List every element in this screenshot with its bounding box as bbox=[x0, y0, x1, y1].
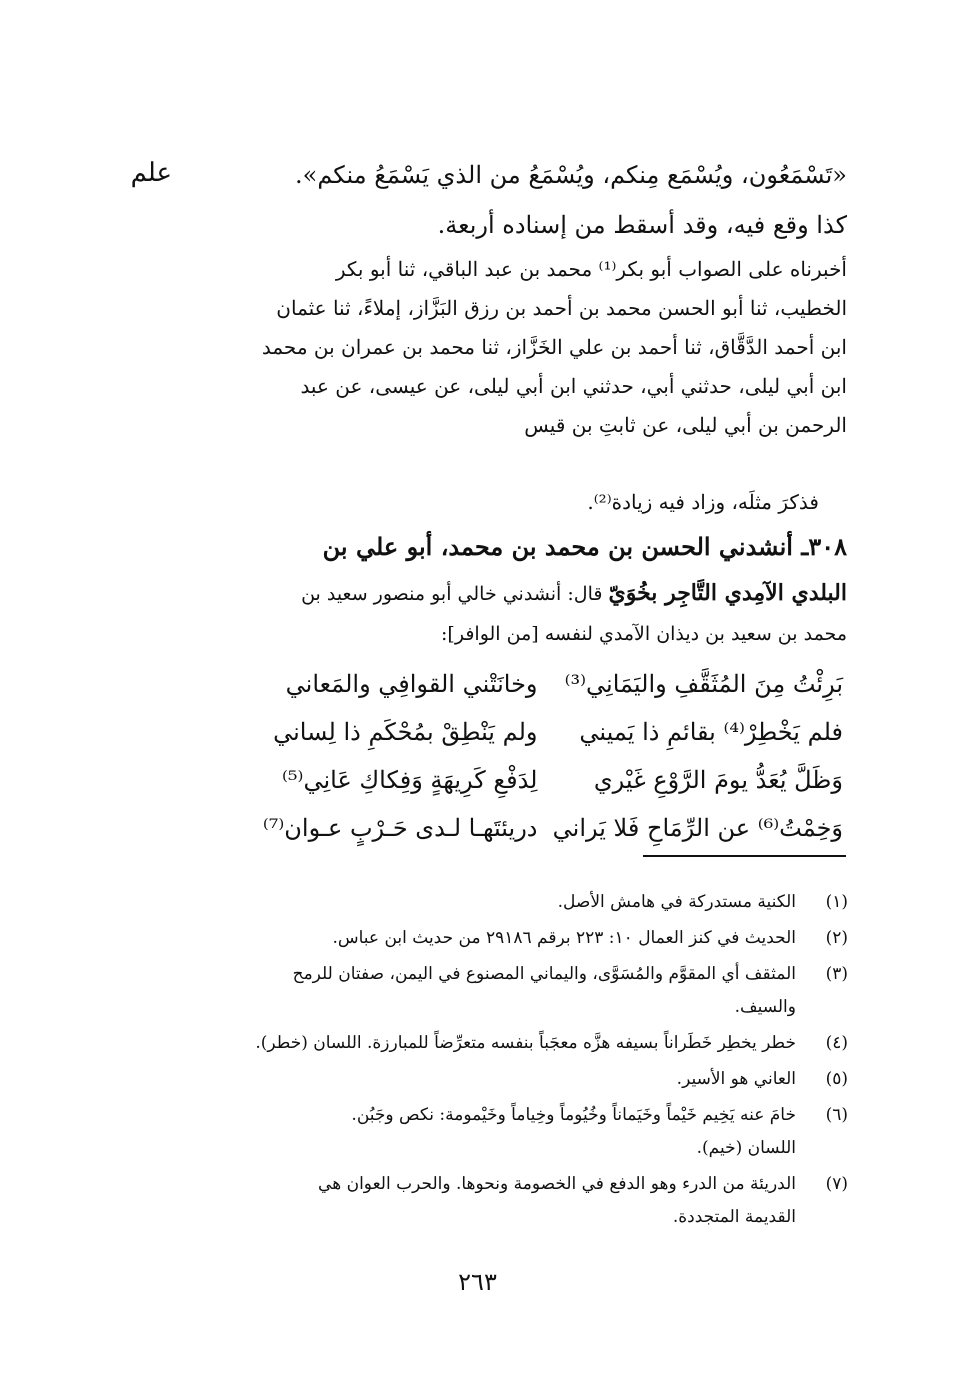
entry-heading-text: قال: أنشدني خالي أبو منصور سعيد بن bbox=[301, 583, 609, 605]
isnad-line: ابن أبي ليلى، حدثني أبي، حدثني ابن أبي ليلى، عن عيسى، عن عبد bbox=[300, 374, 847, 398]
footnote-line: العاني هو الأسير. bbox=[676, 1069, 796, 1089]
footnote bbox=[228, 1168, 848, 1234]
isnad-paragraph bbox=[232, 250, 847, 445]
footnote-separator bbox=[643, 855, 846, 857]
footnote-number: (٤) bbox=[825, 1033, 848, 1053]
footnote-line: الدريئة من الدرء وهو الدفع في الخصومة ونحوها. والحرب العوان هي bbox=[318, 1174, 796, 1194]
intro-line: «تَسْمَعُون، ويُسْمَع مِنكم، ويُسْمَعُ من الذي يَسْمَعُ منكم». bbox=[295, 161, 847, 189]
poem-verse bbox=[232, 708, 847, 756]
footnote-line: المثقف أي المقوَّم والمُسَوَّى، واليماني المصنوع في اليمن، صفتان للرمح bbox=[292, 964, 796, 984]
intro-paragraph bbox=[232, 150, 847, 250]
footnote-line: والسيف. bbox=[734, 997, 796, 1017]
entry-heading-line: ٣٠٨ـ أنشدني الحسن بن محمد بن محمد، أبو علي بن bbox=[322, 532, 847, 561]
poem bbox=[232, 660, 847, 852]
footnote-line: خطر يخطِر خَطَراناً بسيفه هزَّه معجَباً بنفسه متعرِّضاً للمبارزة. اللسان (خطر). bbox=[255, 1033, 796, 1053]
poem-hemistich-second: لِدَفْعِ كَرِيهَةٍ وَفِكاكِ عَانِي⁽⁵⁾ bbox=[282, 766, 538, 794]
footnote bbox=[228, 1063, 848, 1096]
poem-hemistich-first: وَظَلَّ يُعَدُّ يومَ الرَّوْعِ غَيْري bbox=[593, 766, 843, 794]
entry-heading bbox=[232, 524, 847, 652]
intro-line: كذا وقع فيه، وقد أسقط من إسناده أربعة. bbox=[437, 211, 847, 239]
entry-heading-line bbox=[232, 570, 847, 616]
margin-note: علم bbox=[130, 158, 172, 188]
closing-line: فذكرَ مثلَه، وزاد فيه زيادة⁽²⁾. bbox=[587, 490, 819, 514]
poem-hemistich-first: فلم يَخْطِرْ⁽⁴⁾ بقائمِ ذا يَميني bbox=[579, 718, 843, 746]
footnote-number: (٦) bbox=[825, 1105, 848, 1125]
footnote-text bbox=[228, 1027, 796, 1060]
poem-verse bbox=[232, 804, 847, 852]
footnote bbox=[228, 958, 848, 1024]
footnote-number: (١) bbox=[825, 892, 848, 912]
footnote-line: الحديث في كنز العمال ١٠: ٢٢٣ برقم ٢٩١٨٦ من حديث ابن عباس. bbox=[332, 928, 796, 948]
footnote-text bbox=[228, 1168, 796, 1234]
isnad-line: ابن أحمد الدَّقَّاق، ثنا أحمد بن علي الخَزَّاز، ثنا محمد بن عمران بن محمد bbox=[261, 335, 847, 359]
entry-heading-line: محمد بن سعيد بن ديذان الآمدي لنفسه [من الوافر]: bbox=[441, 623, 847, 645]
footnote-line: خامَ عنه يَخِيم خَيْماً وخَيَماناً وخُيُوماً وخِياماً وخَيْمومة: نكص وجَبُن. bbox=[351, 1105, 796, 1125]
poem-verse bbox=[232, 756, 847, 804]
isnad-line: أخبرناه على الصواب أبو بكر⁽¹⁾ محمد بن عبد الباقي، ثنا أبو بكر bbox=[335, 257, 847, 281]
poem-verse bbox=[232, 660, 847, 708]
poem-hemistich-second: دريئتَهـا لـدى حَـرْبٍ عـوان⁽⁷⁾ bbox=[262, 814, 538, 842]
footnote bbox=[228, 1099, 848, 1165]
footnote-line: الكنية مستدركة في هامش الأصل. bbox=[557, 892, 796, 912]
footnote bbox=[228, 1027, 848, 1060]
footnote-line: اللسان (خيم). bbox=[696, 1138, 796, 1158]
entry-heading-name: البلدي الآمِدي التَّاجِر بخُوَيّ bbox=[608, 580, 847, 606]
poem-hemistich-second: ولم يَنْطِقْ بمُحْكَمِ ذا لِساني bbox=[273, 718, 538, 746]
footnote-number: (٥) bbox=[825, 1069, 848, 1089]
isnad-line: الخطيب، ثنا أبو الحسن محمد بن أحمد بن رزق البَزَّاز، إملاءً، ثنا عثمان bbox=[276, 296, 847, 320]
footnote-number: (٣) bbox=[825, 964, 848, 984]
footnote-text bbox=[228, 886, 796, 919]
isnad-line: الرحمن بن أبي ليلى، عن ثابتِ بن قيس bbox=[524, 413, 847, 437]
footnote bbox=[228, 886, 848, 919]
poem-hemistich-first: بَرِئْتُ مِنَ المُثَقَّفِ واليَمَانِي⁽³⁾ bbox=[564, 670, 843, 698]
footnote-text bbox=[228, 1099, 796, 1165]
footnote-text bbox=[228, 1063, 796, 1096]
footnote-number: (٧) bbox=[825, 1174, 848, 1194]
footnote bbox=[228, 922, 848, 955]
footnote-number: (٢) bbox=[825, 928, 848, 948]
poem-hemistich-second: وخانَتْني القوافِي والمَعاني bbox=[285, 670, 538, 698]
footnotes bbox=[228, 886, 848, 1237]
footnote-text bbox=[228, 958, 796, 1024]
closing-paragraph bbox=[232, 482, 847, 522]
page-number: ٢٦٣ bbox=[458, 1268, 497, 1296]
footnote-line: القديمة المتجددة. bbox=[672, 1207, 796, 1227]
footnote-text bbox=[228, 922, 796, 955]
poem-hemistich-first: وَخِمْتُ⁽⁶⁾ عن الرِّمَاحِ فَلا يَراني bbox=[552, 814, 843, 842]
